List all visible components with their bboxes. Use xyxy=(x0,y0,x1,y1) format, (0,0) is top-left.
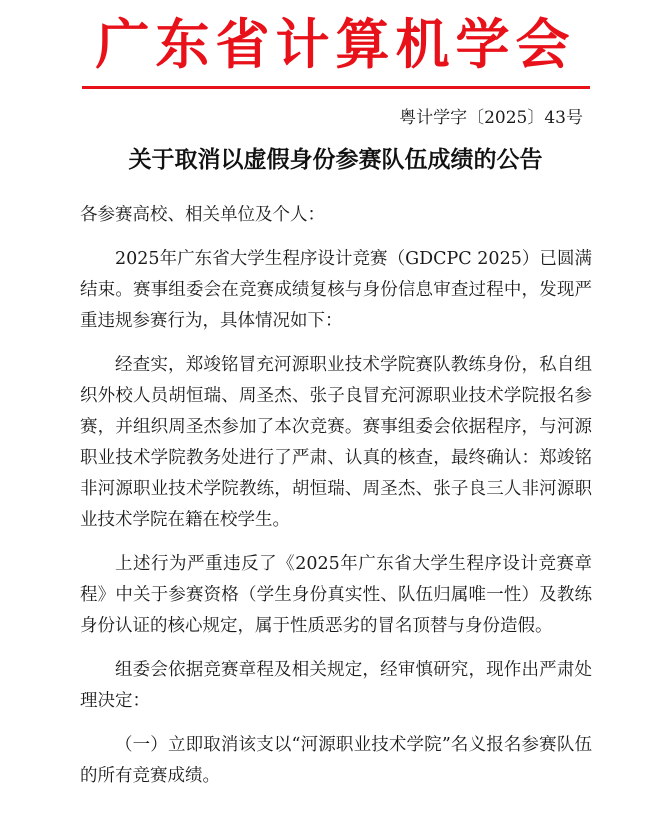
masthead-red-line xyxy=(82,86,590,89)
paragraph-findings: 经查实，郑竣铭冒充河源职业技术学院赛队教练身份，私自组织外校人员胡恒瑞、周圣杰、张子良冒充河源职业技术学院报名参赛，并组织周圣杰参加了本次竞赛。赛事组委会依据程序，与河源职业技术学院教务处进行了严肃、认真的核查，最终确认：郑竣铭非河源职业技术学院教练，胡恒瑞、周圣杰、张子良三人非河源职业技术学院在籍在校学生。 xyxy=(80,355,592,530)
salutation: 各参赛高校、相关单位及个人： xyxy=(80,205,325,225)
masthead-title: 广东省计算机学会 xyxy=(95,13,576,76)
document-title: 关于取消以虚假身份参赛队伍成绩的公告 xyxy=(128,146,543,173)
paragraph-violation: 上述行为严重违反了《2025年广东省大学生程序设计竞赛章程》中关于参赛资格（学生身份真实性、队伍归属唯一性）及教练身份认证的核心规定，属于性质恶劣的冒名顶替与身份造假。 xyxy=(80,554,592,636)
paragraph-intro: 2025年广东省大学生程序设计竞赛（GDCPC 2025）已圆满结束。赛事组委会在竞赛成绩复核与身份信息审查过程中，发现严重违规参赛行为，具体情况如下： xyxy=(80,249,592,331)
document-body xyxy=(80,200,592,805)
document-number: 粤计学字〔2025〕43号 xyxy=(399,108,583,128)
paragraph-decision-intro: 组委会依据竞赛章程及相关规定，经审慎研究，现作出严肃处理决定： xyxy=(80,660,592,711)
paragraph-decision-item-1: （一）立即取消该支以“河源职业技术学院”名义报名参赛队伍的所有竞赛成绩。 xyxy=(80,735,592,786)
